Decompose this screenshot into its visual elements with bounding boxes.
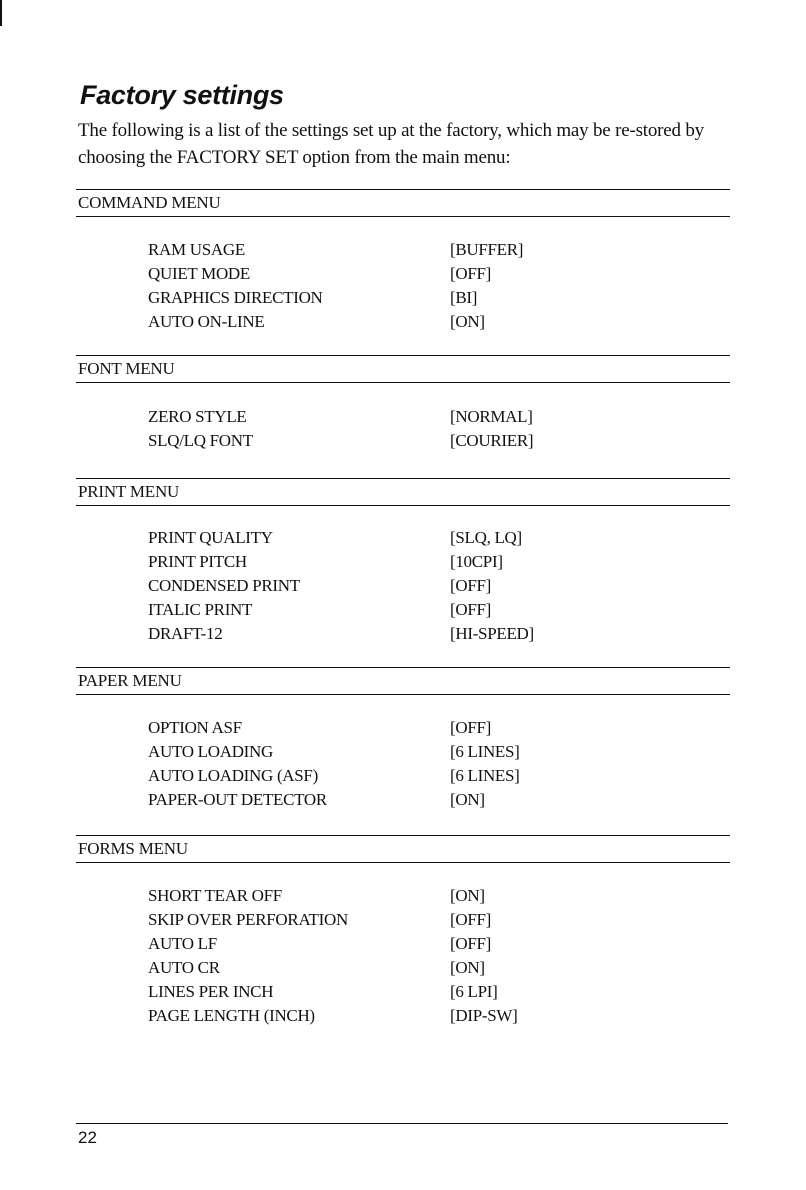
- setting-value: [6 LINES]: [450, 766, 520, 785]
- setting-value: [ON]: [450, 958, 485, 977]
- setting-name: SKIP OVER PERFORATION: [148, 910, 348, 929]
- setting-value: [OFF]: [450, 910, 492, 929]
- setting-name: RAM USAGE: [148, 240, 245, 259]
- setting-value: [HI-SPEED]: [450, 624, 534, 643]
- settings-row: [148, 262, 728, 286]
- settings-row: [148, 550, 728, 574]
- scan-edge-mark: [0, 0, 2, 26]
- setting-name: AUTO ON-LINE: [148, 312, 265, 331]
- setting-value: [10CPI]: [450, 552, 503, 571]
- setting-name: GRAPHICS DIRECTION: [148, 288, 323, 307]
- setting-name: PRINT PITCH: [148, 552, 247, 571]
- setting-name: ZERO STYLE: [148, 407, 247, 426]
- setting-name: LINES PER INCH: [148, 982, 274, 1001]
- settings-row: [148, 238, 728, 262]
- settings-row: [148, 716, 728, 740]
- setting-name: AUTO LOADING: [148, 742, 273, 761]
- section-heading-forms-menu: FORMS MENU: [76, 835, 730, 863]
- settings-row: [148, 1004, 728, 1028]
- settings-row: [148, 526, 728, 550]
- setting-value: [OFF]: [450, 934, 492, 953]
- setting-name: ITALIC PRINT: [148, 600, 253, 619]
- setting-name: AUTO LF: [148, 934, 217, 953]
- setting-value: [SLQ, LQ]: [450, 528, 522, 547]
- settings-row: [148, 405, 728, 429]
- settings-row: [148, 764, 728, 788]
- setting-value: [OFF]: [450, 718, 492, 737]
- settings-row: [148, 980, 728, 1004]
- setting-name: PRINT QUALITY: [148, 528, 273, 547]
- setting-name: AUTO LOADING (ASF): [148, 766, 318, 785]
- settings-row: [148, 932, 728, 956]
- setting-value: [BI]: [450, 288, 478, 307]
- settings-list-command-menu: [148, 238, 728, 334]
- setting-name: OPTION ASF: [148, 718, 242, 737]
- settings-row: [148, 574, 728, 598]
- setting-value: [ON]: [450, 886, 485, 905]
- setting-value: [BUFFER]: [450, 240, 524, 259]
- setting-name: SHORT TEAR OFF: [148, 886, 282, 905]
- settings-row: [148, 884, 728, 908]
- setting-value: [COURIER]: [450, 431, 534, 450]
- settings-row: [148, 788, 728, 812]
- setting-value: [6 LPI]: [450, 982, 498, 1001]
- page-number: 22: [78, 1128, 97, 1147]
- setting-value: [ON]: [450, 790, 485, 809]
- settings-row: [148, 310, 728, 334]
- settings-list-paper-menu: [148, 716, 728, 812]
- settings-row: [148, 429, 728, 453]
- settings-row: [148, 622, 728, 646]
- settings-list-forms-menu: [148, 884, 728, 1028]
- section-heading-print-menu: PRINT MENU: [76, 478, 730, 506]
- setting-value: [OFF]: [450, 576, 492, 595]
- setting-name: CONDENSED PRINT: [148, 576, 300, 595]
- section-heading-font-menu: FONT MENU: [76, 355, 730, 383]
- settings-row: [148, 598, 728, 622]
- setting-value: [OFF]: [450, 600, 492, 619]
- settings-list-print-menu: [148, 526, 728, 646]
- setting-value: [6 LINES]: [450, 742, 520, 761]
- setting-name: PAGE LENGTH (INCH): [148, 1006, 315, 1025]
- setting-value: [OFF]: [450, 264, 492, 283]
- settings-row: [148, 740, 728, 764]
- intro-paragraph: The following is a list of the settings set up at the factory, which may be re-stored by choosing the FACTORY SET option from the main menu:: [78, 120, 704, 168]
- setting-value: [DIP-SW]: [450, 1006, 518, 1025]
- setting-name: DRAFT-12: [148, 624, 223, 643]
- setting-name: SLQ/LQ FONT: [148, 431, 253, 450]
- settings-row: [148, 908, 728, 932]
- settings-row: [148, 286, 728, 310]
- section-heading-command-menu: COMMAND MENU: [76, 189, 730, 217]
- setting-name: PAPER-OUT DETECTOR: [148, 790, 327, 809]
- setting-name: QUIET MODE: [148, 264, 250, 283]
- settings-list-font-menu: [148, 405, 728, 453]
- setting-value: [ON]: [450, 312, 485, 331]
- section-heading-paper-menu: PAPER MENU: [76, 667, 730, 695]
- setting-name: AUTO CR: [148, 958, 220, 977]
- setting-value: [NORMAL]: [450, 407, 533, 426]
- page-title: Factory settings: [80, 80, 284, 110]
- settings-row: [148, 956, 728, 980]
- footer-divider: [76, 1123, 728, 1124]
